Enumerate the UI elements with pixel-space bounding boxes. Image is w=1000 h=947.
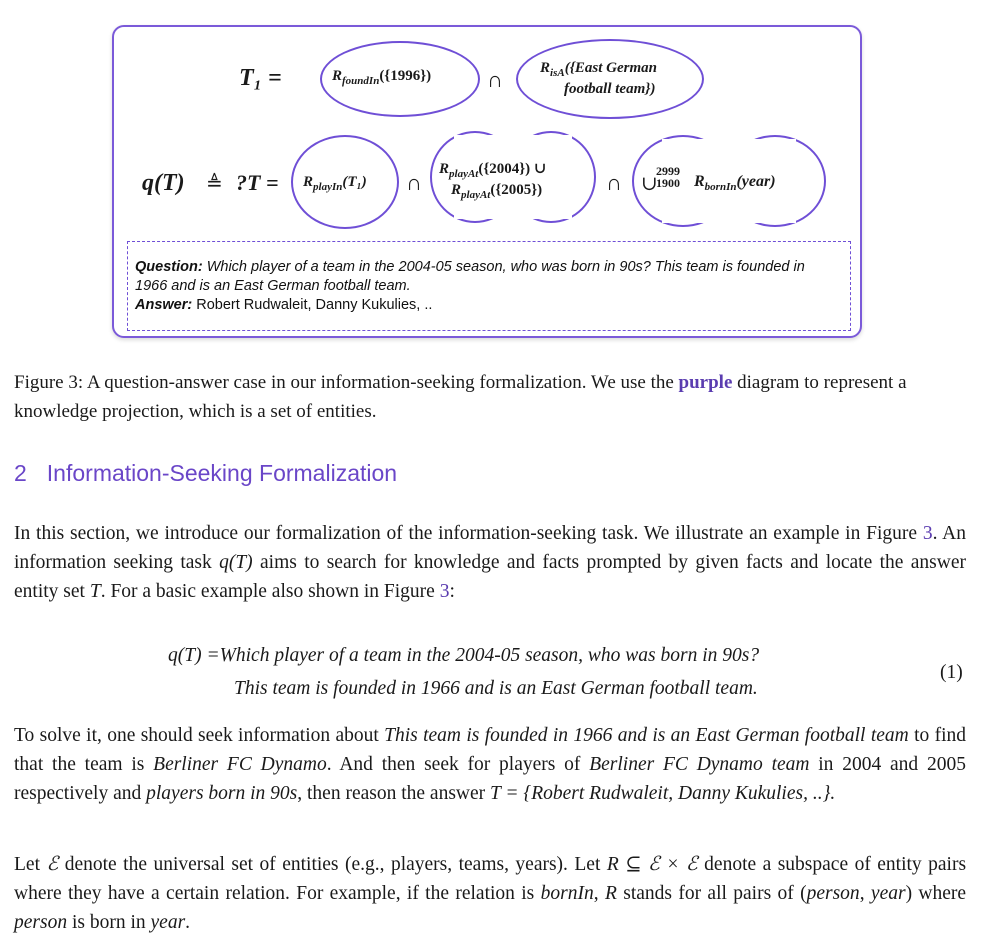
paragraph-definitions: Let ℰ denote the universal set of entities (e.g., players, teams, years). Let R ⊆ ℰ × ℰ denote a subspace of entity pairs where they have a certain relation. For example, if the relation is bornIn, R stands for all pairs of (person, year) where person is born in year. [14, 854, 967, 933]
question-answer-box [127, 241, 851, 331]
query-lhs: q(T) [142, 170, 185, 196]
defeq-symbol: ≜ [206, 173, 223, 195]
equation-line-1: q(T) =Which player of a team in the 2004-05 season, who was born in 90s? [168, 645, 760, 666]
playat-term-1: $R_{playAt}(\{2004\})$ ∪ [439, 161, 547, 180]
isa-term-line2: football team}) [564, 81, 656, 97]
section-number: 2 [14, 460, 27, 486]
question-text: Which player of a team in the 2004-05 season, who was born in 90s? This team is founded in 1966 and is an East German football team. [135, 259, 805, 294]
intersect-symbol-2: ∩ [406, 170, 422, 195]
playat-term-2: $R_{playAt}(\{2005\})$ [451, 182, 543, 201]
purple-word: purple [678, 372, 733, 393]
foundin-term: $R_{foundIn}(\{1996\})$ [332, 68, 432, 87]
big-union-symbol: ∪ [641, 173, 658, 195]
isa-ellipse [516, 39, 704, 119]
question-answer-text [135, 258, 835, 315]
figure-ref-link[interactable]: 3 [922, 523, 933, 544]
equation-number: (1) [940, 662, 963, 683]
figure-3-diagram [112, 25, 862, 338]
section-title: Information-Seeking Formalization [46, 460, 398, 486]
paragraph-solution: To solve it, one should seek information about This team is founded in 1966 and is an East German football team to find that the team is Berliner FC Dynamo. And then seek for players of Berliner FC Dynamo team in 2004 and 2005 respectively and players born in 90s, then reason the answer T = {Robert Rudwaleit, Danny Kukulies, ..}. [14, 725, 967, 804]
paragraph-intro: In this section, we introduce our formalization of the information-seeking task. We illustrate an example in Figure 3. An information seeking task q(T) aims to search for knowledge and facts prompted by given facts and locate the answer entity set T. For a basic example also shown in Figure 3: [14, 523, 967, 602]
equation-line-2: This team is founded in 1966 and is an East German football team. [234, 678, 758, 699]
intersect-symbol-3: ∩ [606, 170, 622, 195]
t1-label: T₁ = [239, 65, 282, 91]
isa-term: $R_{isA}(\{East$ German [540, 60, 658, 79]
figure-caption: Figure 3: A question-answer case in our information-seeking formalization. We use the purple diagram to represent a knowledge projection, which is a set of entities. [14, 372, 907, 422]
section-heading [14, 460, 397, 487]
question-label: Question: [135, 259, 203, 275]
intersect-symbol: ∩ [487, 67, 503, 92]
bornin-term: $R_{bornIn}(year)$ [694, 173, 776, 193]
playin-term: $R_{playIn}(T_1)$ [303, 174, 367, 193]
query-target: ?T = [236, 170, 279, 195]
answer-text: Robert Rudwaleit, Danny Kukulies, .. [196, 297, 433, 313]
answer-label: Answer: [135, 297, 193, 313]
figure-ref-link-2[interactable]: 3 [439, 581, 450, 602]
union-limits: 2999 1900 [656, 164, 680, 190]
